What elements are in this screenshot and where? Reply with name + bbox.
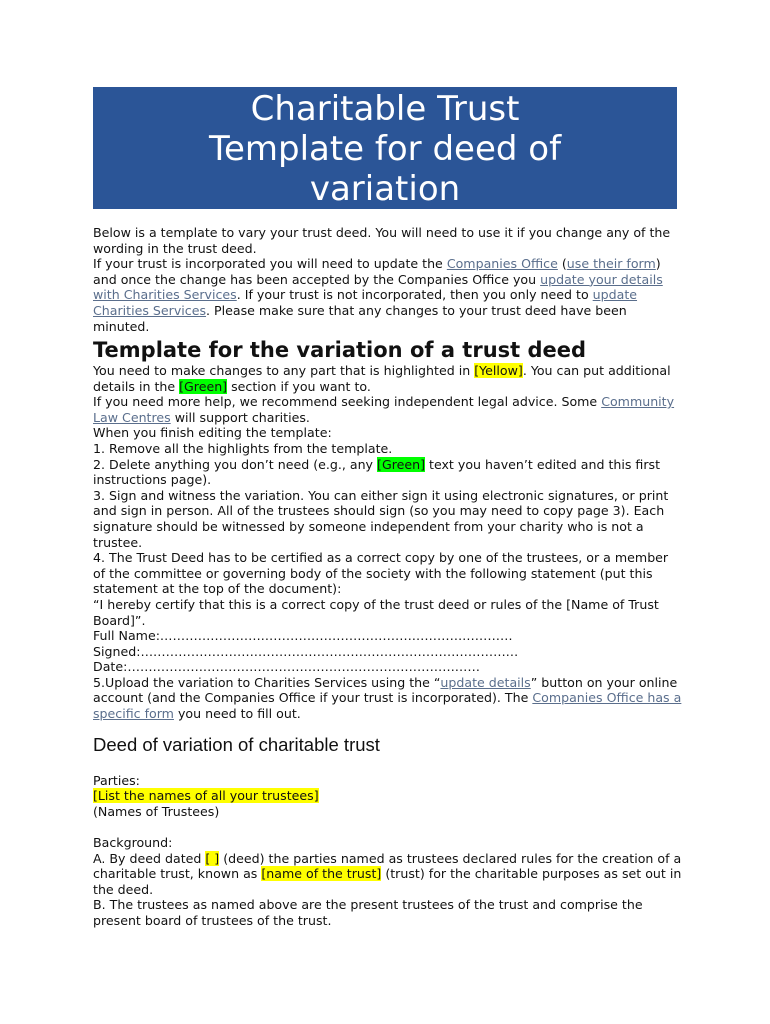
yellow-highlight: [Yellow] [474, 363, 523, 378]
text-run: You need to make changes to any part that is highlighted in [93, 363, 475, 378]
text-run: If you need more help, we recommend seeking independent legal advice. Some [93, 394, 602, 410]
title-banner [93, 87, 677, 209]
companies-office-form-link[interactable]: Companies Office has a specific form [93, 690, 682, 722]
parties-label: Parties: [93, 772, 140, 788]
text-run: . If your trust is not incorporated, then you only need to [236, 287, 593, 303]
trustees-names-field[interactable]: [List the names of all your trustees] [93, 788, 319, 804]
text-run: section if you want to. [227, 378, 371, 394]
background-label: Background: [93, 834, 173, 850]
community-law-centres-link[interactable]: Community Law Centres [93, 394, 675, 425]
step-2 [93, 457, 683, 488]
template-section [93, 333, 683, 722]
text-run: ) and once the change has been accepted by the Companies Office you [93, 256, 661, 287]
trust-name-field[interactable]: [name of the trust] [261, 866, 382, 882]
spacer [93, 819, 683, 835]
step-4: 4. The Trust Deed has to be certified as a correct copy by one of the trustees, or a member of the committee or governing body of the society with the following statement (put this statement at the top of the document): [93, 550, 669, 597]
certification-quote: “I hereby certify that this is a correct copy of the trust deed or rules of the [Name of Trust Board]”. [93, 596, 659, 628]
banner-title-line-3: variation [309, 169, 461, 209]
text-run: . Please make sure that any changes to your trust deed have been minuted. [93, 302, 627, 334]
background-clause-a [93, 851, 683, 898]
text-run: you need to fill out. [173, 706, 301, 722]
text-run: If your trust is incorporated you will need to update the [93, 256, 447, 272]
green-highlight: [Green] [377, 456, 425, 472]
text-run: text you haven’t edited and this first instructions page). [93, 456, 661, 488]
deed-section [93, 733, 683, 929]
intro-paragraph-1: Below is a template to vary your trust deed. You will need to use it if you change any of the wording in the trust deed. [93, 225, 671, 256]
banner-title-line-2: Template for deed of [208, 129, 562, 169]
intro-paragraph-2 [93, 256, 683, 334]
template-paragraph-3: When you finish editing the template: [93, 425, 332, 441]
text-run: (trust) for the charitable purposes as set out in the deed. [93, 866, 682, 897]
date-line: Date:………………………………………………………………………… [93, 659, 480, 675]
text-run: . You can put additional details in the [93, 363, 671, 394]
update-details-link[interactable]: update details [440, 674, 531, 690]
template-paragraph-2 [93, 394, 683, 425]
parties-note: (Names of Trustees) [93, 803, 220, 819]
step-5 [93, 675, 683, 722]
update-details-charities-link[interactable]: update your details with Charities Services [93, 271, 663, 303]
companies-office-link[interactable]: Companies Office [446, 256, 558, 272]
template-paragraph-1 [93, 363, 683, 394]
spacer [93, 757, 683, 773]
full-name-line: Full Name:………………………………………………………………………… [93, 628, 513, 644]
banner-title-line-1: Charitable Trust [250, 89, 520, 129]
text-run: will support charities. [170, 409, 310, 425]
text-run: A. By deed dated [93, 850, 206, 866]
text-run: 5.Upload the variation to Charities Services using the “ [93, 674, 441, 690]
green-highlight: [Green] [179, 378, 228, 394]
signed-line: Signed:……………………………………………………………………………… [93, 643, 519, 659]
template-heading: Template for the variation of a trust deed [93, 338, 587, 362]
background-clause-b: B. The trustees as named above are the present trustees of the trust and comprise the present board of trustees of the trust. [93, 897, 643, 928]
deed-title: Deed of variation of charitable trust [93, 734, 380, 755]
text-run: 2. Delete anything you don’t need (e.g., any [93, 456, 378, 472]
deed-date-field[interactable]: [ ] [205, 850, 220, 866]
use-their-form-link[interactable]: use their form [566, 256, 656, 272]
intro-section [93, 225, 683, 334]
text-run: ( [557, 256, 567, 272]
text-run: ” button on your online account (and the Companies Office if your trust is incorporated). The [93, 674, 678, 706]
step-3: 3. Sign and witness the variation. You can either sign it using electronic signatures, or print and sign in person. All of the trustees should sign (so you may need to copy page 3). Each signature should be witnessed by someone independent from your charity who is not a trustee. [93, 487, 669, 550]
text-run: (deed) the parties named as trustees declared rules for the creation of a charitable trust, known as [93, 850, 682, 882]
parties-field-line [93, 788, 683, 804]
step-1: 1. Remove all the highlights from the template. [93, 440, 393, 456]
update-charities-services-link[interactable]: update Charities Services [93, 287, 638, 318]
